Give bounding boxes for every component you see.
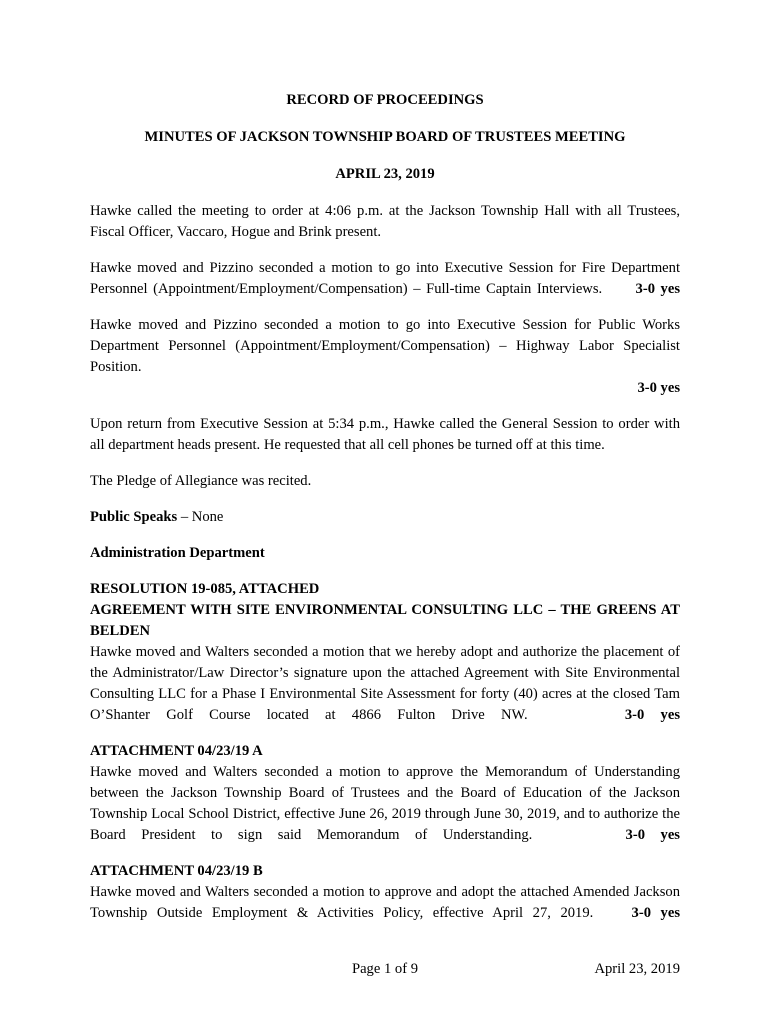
record-title: RECORD OF PROCEEDINGS <box>286 92 484 108</box>
resolution-title: RESOLUTION 19-085, ATTACHED <box>90 581 320 597</box>
public-speaks-value: – None <box>177 509 224 525</box>
public-speaks-paragraph <box>90 507 680 528</box>
attachment-b-paragraph <box>90 882 680 924</box>
resolution-vote: 3-0 yes <box>624 707 680 723</box>
return-paragraph: Upon return from Executive Session at 5:34 p.m., Hawke called the General Session to order with all department heads present. He requested that all cell phones be turned off at this time. <box>90 416 680 453</box>
minutes-title: MINUTES OF JACKSON TOWNSHIP BOARD OF TRUSTEES MEETING <box>144 129 626 145</box>
resolution-paragraph <box>90 642 680 726</box>
pledge-paragraph: The Pledge of Allegiance was recited. <box>90 473 312 489</box>
page-footer <box>90 959 680 980</box>
attachment-a-paragraph <box>90 762 680 846</box>
call-to-order-paragraph: Hawke called the meeting to order at 4:06 p.m. at the Jackson Township Hall with all Trustees, Fiscal Officer, Vaccaro, Hogue and Brink present. <box>90 203 680 240</box>
document-page <box>90 90 680 939</box>
attachment-b-title: ATTACHMENT 04/23/19 B <box>90 863 263 879</box>
attachment-a-vote: 3-0 yes <box>625 827 680 843</box>
resolution-subject: AGREEMENT WITH SITE ENVIRONMENTAL CONSULTING LLC – THE GREENS AT BELDEN <box>90 602 680 639</box>
exec-session-works-vote: 3-0 yes <box>637 380 680 396</box>
attachment-b-vote: 3-0 yes <box>631 905 680 921</box>
attachment-a-text: Hawke moved and Walters seconded a motion to approve the Memorandum of Understanding between the Jackson Township Board of Trustees and the Board of Education of the Jackson Township Local School District, effective June 26, 2019 through June 30, 2019, and to authorize the Board President to sign said Memorandum of Understanding. <box>90 764 680 843</box>
exec-session-fire-paragraph <box>90 258 680 300</box>
exec-session-fire-text: Hawke moved and Pizzino seconded a motion to go into Executive Session for Fire Department Personnel (Appointment/Employment/Compensation) – Full-time Captain Interviews. <box>90 260 680 297</box>
exec-session-works-paragraph: Hawke moved and Pizzino seconded a motion to go into Executive Session for Public Works Department Personnel (Appointment/Employment/Compensation) – Highway Labor Specialist Position. <box>90 317 680 375</box>
meeting-date: APRIL 23, 2019 <box>335 166 435 182</box>
page-number: Page 1 of 9 <box>351 961 419 977</box>
public-speaks-label: Public Speaks <box>90 509 178 525</box>
footer-date: April 23, 2019 <box>594 961 680 977</box>
exec-session-fire-vote: 3-0 yes <box>635 281 680 297</box>
administration-heading: Administration Department <box>90 545 265 561</box>
resolution-text: Hawke moved and Walters seconded a motion that we hereby adopt and authorize the placement of the Administrator/Law Director’s signature upon the attached Agreement with Site Environmental Consulting LLC for a Phase I Environmental Site Assessment for forty (40) acres at the closed Tam O’Shanter Golf Course located at 4866 Fulton Drive NW. <box>90 644 680 723</box>
attachment-b-text: Hawke moved and Walters seconded a motion to approve and adopt the attached Amended Jackson Township Outside Employment & Activities Policy, effective April 27, 2019. <box>90 884 680 921</box>
attachment-a-title: ATTACHMENT 04/23/19 A <box>90 743 263 759</box>
